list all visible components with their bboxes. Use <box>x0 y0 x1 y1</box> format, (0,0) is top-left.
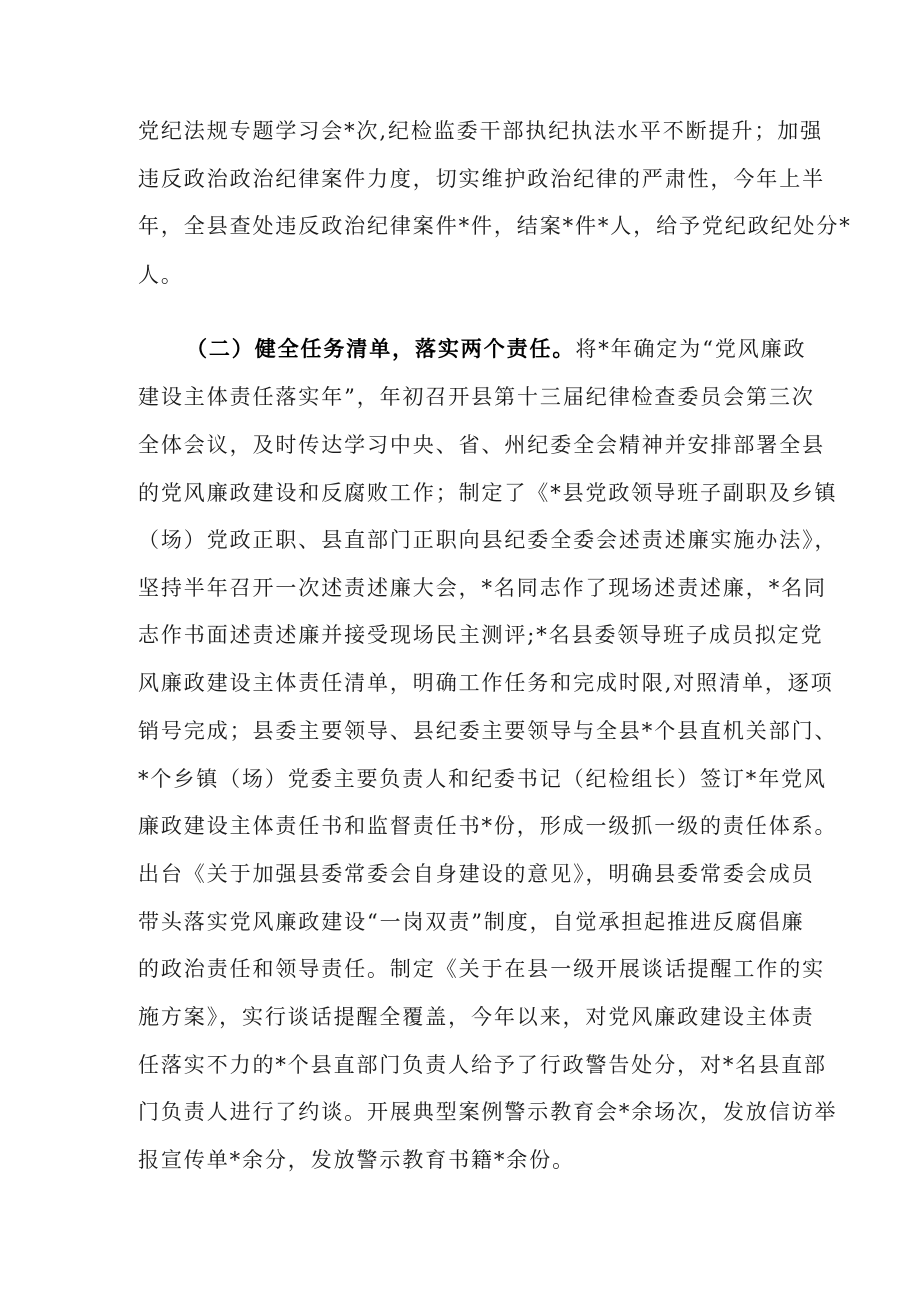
paragraph-line: 风廉政建设主体责任清单，明确工作任务和完成时限,对照清单，逐项 <box>138 671 834 695</box>
paragraph-line: 的党风廉政建设和反腐败工作；制定了《*县党政领导班子副职及乡镇 <box>138 481 838 505</box>
paragraph-line: *个乡镇（场）党委主要负责人和纪委书记（纪检组长）签订*年党风 <box>138 767 827 791</box>
paragraph-line: 建设主体责任落实年”，年初召开县第十三届纪律检查委员会第三次 <box>138 385 815 409</box>
paragraph-line: 出台《关于加强县委常委会自身建设的意见》，明确县委常委会成员 <box>138 862 815 886</box>
paragraph-line: 任落实不力的*个县直部门负责人给予了行政警告处分，对*名县直部 <box>138 1053 827 1077</box>
paragraph-line: 坚持半年召开一次述责述廉大会，*名同志作了现场述责述廉，*名同 <box>138 576 827 600</box>
paragraph-line: 党纪法规专题学习会*次,纪检监委干部执纪执法水平不断提升；加强 <box>138 119 824 143</box>
paragraph-line: 志作书面述责述廉并接受现场民主测评;*名县委领导班子成员拟定党 <box>138 623 824 647</box>
paragraph-line: 年，全县查处违反政治纪律案件*件，结案*件*人，给予党纪政纪处分* <box>138 214 852 238</box>
paragraph-line: 门负责人进行了约谈。开展典型案例警示教育会*余场次，发放信访举 <box>138 1100 838 1124</box>
paragraph-line: 报宣传单*余分，发放警示教育书籍*余份。 <box>138 1148 575 1172</box>
paragraph-line: （场）党政正职、县直部门正职向县纪委全委会述责述廉实施办法》， <box>138 528 838 552</box>
paragraph-line: 的政治责任和领导责任。制定《关于在县一级开展谈话提醒工作的实 <box>138 957 825 981</box>
paragraph-line: 全体会议，及时传达学习中央、省、州纪委全会精神并安排部署全县 <box>138 433 825 457</box>
paragraph-line: 廉政建设主体责任书和监督责任书*份，形成一级抓一级的责任体系。 <box>138 814 838 838</box>
paragraph-line: 施方案》，实行谈话提醒全覆盖，今年以来，对党风廉政建设主体责 <box>138 1005 815 1029</box>
paragraph-line: 人。 <box>138 263 184 287</box>
section-heading: （二）健全任务清单，落实两个责任。 <box>186 336 576 361</box>
section-first-line-text: 将*年确定为“党风廉政 <box>575 337 807 361</box>
paragraph-line: 带头落实党风廉政建设“一岗双责”制度，自觉承担起推进反腐倡廉 <box>138 910 805 934</box>
paragraph-line: 违反政治政治纪律案件力度，切实维护政治纪律的严肃性，今年上半 <box>138 167 825 191</box>
paragraph-line: 销号完成；县委主要领导、县纪委主要领导与全县*个县直机关部门、 <box>138 719 838 743</box>
section-first-line <box>186 334 806 364</box>
